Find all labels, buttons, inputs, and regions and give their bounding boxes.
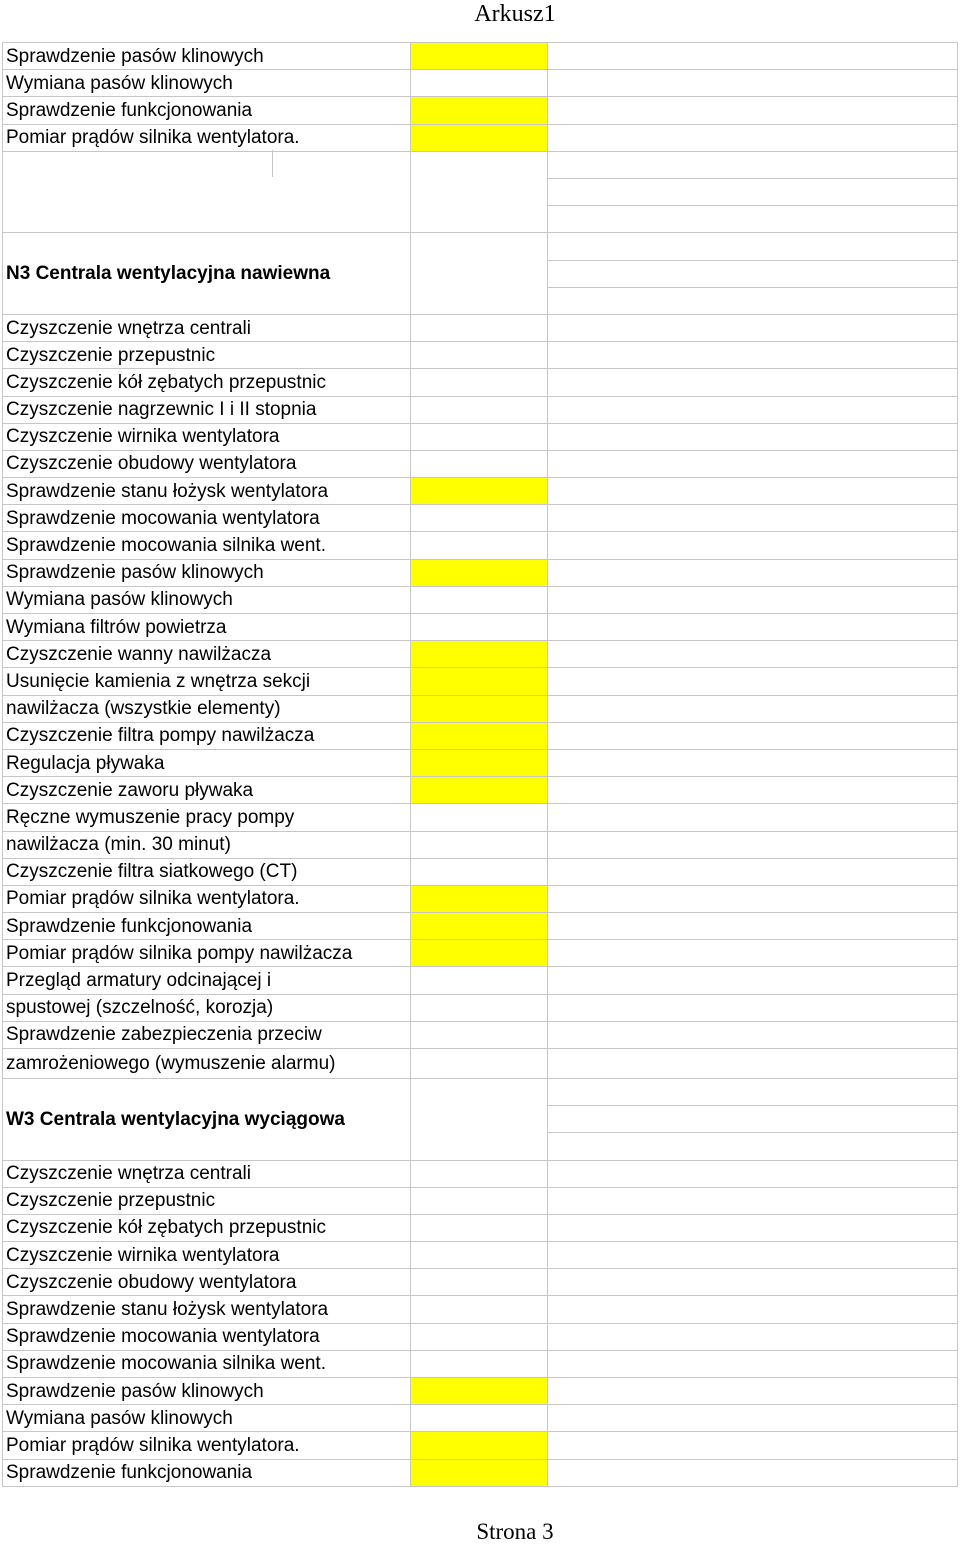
highlighted-cell[interactable] xyxy=(410,939,547,966)
table-row xyxy=(2,1187,958,1214)
empty-cell[interactable] xyxy=(410,151,547,233)
empty-cell[interactable] xyxy=(547,232,958,314)
empty-cell[interactable] xyxy=(547,966,958,993)
table-row xyxy=(2,1377,958,1404)
empty-cell[interactable] xyxy=(410,368,547,395)
task-cell[interactable]: Czyszczenie obudowy wentylatora xyxy=(2,1268,410,1295)
table-row xyxy=(2,504,958,531)
empty-cell[interactable] xyxy=(547,1404,958,1431)
empty-cell[interactable] xyxy=(410,1295,547,1322)
spreadsheet-grid xyxy=(2,42,958,1487)
empty-cell[interactable] xyxy=(547,341,958,368)
empty-cell[interactable] xyxy=(547,1431,958,1458)
empty-cell[interactable] xyxy=(547,939,958,966)
empty-cell[interactable] xyxy=(410,1404,547,1431)
table-row xyxy=(2,858,958,885)
task-cell[interactable] xyxy=(2,151,410,233)
empty-cell[interactable] xyxy=(547,559,958,586)
task-cell[interactable]: Sprawdzenie funkcjonowania xyxy=(2,96,410,123)
task-cell[interactable]: Sprawdzenie pasów klinowych xyxy=(2,1377,410,1404)
task-cell[interactable]: Czyszczenie przepustnic xyxy=(2,341,410,368)
empty-cell[interactable] xyxy=(410,531,547,558)
empty-cell[interactable] xyxy=(547,1078,958,1160)
empty-cell[interactable] xyxy=(547,885,958,912)
empty-cell[interactable] xyxy=(547,1459,958,1486)
empty-cell[interactable] xyxy=(547,640,958,667)
empty-cell[interactable] xyxy=(547,477,958,504)
task-cell[interactable]: Przegląd armatury odcinającej i xyxy=(2,966,410,993)
table-row xyxy=(2,1241,958,1268)
table-row xyxy=(2,776,958,803)
empty-cell[interactable] xyxy=(547,1295,958,1322)
task-cell[interactable]: Pomiar prądów silnika pompy nawilżacza xyxy=(2,939,410,966)
highlighted-cell[interactable] xyxy=(410,1459,547,1486)
empty-subcell[interactable] xyxy=(548,233,957,259)
empty-cell[interactable] xyxy=(410,1241,547,1268)
task-cell[interactable]: Sprawdzenie stanu łożysk wentylatora xyxy=(2,477,410,504)
table-row xyxy=(2,1078,958,1160)
task-cell[interactable]: nawilżacza (min. 30 minut) xyxy=(2,831,410,858)
empty-cell[interactable] xyxy=(410,803,547,830)
empty-cell[interactable] xyxy=(547,396,958,423)
highlighted-cell[interactable] xyxy=(410,477,547,504)
task-cell[interactable]: Czyszczenie wanny nawilżacza xyxy=(2,640,410,667)
empty-cell[interactable] xyxy=(547,1187,958,1214)
task-cell[interactable]: Czyszczenie obudowy wentylatora xyxy=(2,450,410,477)
highlighted-cell[interactable] xyxy=(410,1377,547,1404)
highlighted-cell[interactable] xyxy=(410,912,547,939)
task-cell[interactable]: Czyszczenie wnętrza centrali xyxy=(2,314,410,341)
empty-cell[interactable] xyxy=(547,450,958,477)
table-row xyxy=(2,1268,958,1295)
task-cell[interactable]: Sprawdzenie funkcjonowania xyxy=(2,912,410,939)
cell-divider xyxy=(272,150,273,177)
table-row xyxy=(2,96,958,123)
empty-cell[interactable] xyxy=(410,1350,547,1377)
empty-subcell[interactable] xyxy=(548,287,957,314)
empty-cell[interactable] xyxy=(410,1021,547,1048)
task-cell[interactable]: Czyszczenie filtra pompy nawilżacza xyxy=(2,722,410,749)
empty-cell[interactable] xyxy=(410,831,547,858)
table-row xyxy=(2,803,958,830)
task-cell[interactable]: Sprawdzenie mocowania silnika went. xyxy=(2,1350,410,1377)
table-row xyxy=(2,994,958,1021)
empty-cell[interactable] xyxy=(547,994,958,1021)
task-cell[interactable]: Czyszczenie wirnika wentylatora xyxy=(2,423,410,450)
task-cell[interactable]: Sprawdzenie zabezpieczenia przeciw xyxy=(2,1021,410,1048)
empty-cell[interactable] xyxy=(547,667,958,694)
empty-cell[interactable] xyxy=(547,1021,958,1048)
empty-cell[interactable] xyxy=(547,695,958,722)
task-cell[interactable]: Czyszczenie filtra siatkowego (CT) xyxy=(2,858,410,885)
task-cell[interactable]: Czyszczenie wirnika wentylatora xyxy=(2,1241,410,1268)
empty-subcell[interactable] xyxy=(548,1105,957,1132)
empty-cell[interactable] xyxy=(547,151,958,233)
empty-subcell[interactable] xyxy=(548,260,957,287)
task-cell[interactable]: Wymiana pasów klinowych xyxy=(2,586,410,613)
table-row xyxy=(2,722,958,749)
empty-subcell[interactable] xyxy=(548,1079,957,1105)
empty-cell[interactable] xyxy=(410,1078,547,1160)
empty-cell[interactable] xyxy=(547,531,958,558)
empty-cell[interactable] xyxy=(410,858,547,885)
empty-cell[interactable] xyxy=(410,586,547,613)
table-row xyxy=(2,450,958,477)
empty-cell[interactable] xyxy=(410,994,547,1021)
empty-cell[interactable] xyxy=(547,42,958,69)
task-cell[interactable]: Pomiar prądów silnika wentylatora. xyxy=(2,1431,410,1458)
empty-cell[interactable] xyxy=(547,1160,958,1187)
task-cell[interactable]: N3 Centrala wentylacyjna nawiewna xyxy=(2,232,410,314)
table-row xyxy=(2,531,958,558)
task-cell[interactable]: Sprawdzenie mocowania wentylatora xyxy=(2,504,410,531)
empty-cell[interactable] xyxy=(547,368,958,395)
task-cell[interactable]: spustowej (szczelność, korozja) xyxy=(2,994,410,1021)
task-cell[interactable]: Czyszczenie przepustnic xyxy=(2,1187,410,1214)
empty-subcell[interactable] xyxy=(548,205,957,232)
highlighted-cell[interactable] xyxy=(410,96,547,123)
empty-cell[interactable] xyxy=(410,396,547,423)
task-cell[interactable]: zamrożeniowego (wymuszenie alarmu) xyxy=(2,1048,410,1078)
table-row xyxy=(2,1214,958,1241)
sheet-title: Arkusz1 xyxy=(474,1,556,27)
empty-cell[interactable] xyxy=(547,1377,958,1404)
empty-cell[interactable] xyxy=(547,504,958,531)
task-cell[interactable]: nawilżacza (wszystkie elementy) xyxy=(2,695,410,722)
highlighted-cell[interactable] xyxy=(410,667,547,694)
empty-cell[interactable] xyxy=(410,1160,547,1187)
highlighted-cell[interactable] xyxy=(410,124,547,151)
task-cell[interactable]: Pomiar prądów silnika wentylatora. xyxy=(2,124,410,151)
task-cell[interactable]: Wymiana filtrów powietrza xyxy=(2,613,410,640)
empty-cell[interactable] xyxy=(547,803,958,830)
empty-cell[interactable] xyxy=(410,69,547,96)
empty-cell[interactable] xyxy=(410,613,547,640)
empty-cell[interactable] xyxy=(547,69,958,96)
table-row xyxy=(2,42,958,69)
empty-subcell[interactable] xyxy=(548,152,957,178)
page-number: Strona 3 xyxy=(476,1519,554,1544)
table-row xyxy=(2,1048,958,1078)
table-row xyxy=(2,831,958,858)
table-row xyxy=(2,966,958,993)
empty-cell[interactable] xyxy=(410,341,547,368)
table-row xyxy=(2,912,958,939)
empty-cell[interactable] xyxy=(547,96,958,123)
empty-cell[interactable] xyxy=(547,1048,958,1078)
task-cell[interactable]: Wymiana pasów klinowych xyxy=(2,69,410,96)
table-row xyxy=(2,1021,958,1048)
task-cell[interactable]: Sprawdzenie pasów klinowych xyxy=(2,42,410,69)
empty-cell[interactable] xyxy=(547,124,958,151)
table-row xyxy=(2,396,958,423)
task-cell[interactable]: W3 Centrala wentylacyjna wyciągowa xyxy=(2,1078,410,1160)
table-row xyxy=(2,749,958,776)
table-row xyxy=(2,124,958,151)
highlighted-cell[interactable] xyxy=(410,695,547,722)
empty-cell[interactable] xyxy=(547,1323,958,1350)
table-row xyxy=(2,341,958,368)
table-row xyxy=(2,885,958,912)
table-row xyxy=(2,368,958,395)
table-row xyxy=(2,314,958,341)
table-row xyxy=(2,1350,958,1377)
highlighted-cell[interactable] xyxy=(410,885,547,912)
empty-cell[interactable] xyxy=(547,586,958,613)
empty-cell[interactable] xyxy=(410,232,547,314)
highlighted-cell[interactable] xyxy=(410,776,547,803)
table-row xyxy=(2,695,958,722)
task-cell[interactable]: Sprawdzenie stanu łożysk wentylatora xyxy=(2,1295,410,1322)
highlighted-cell[interactable] xyxy=(410,559,547,586)
empty-cell[interactable] xyxy=(410,1214,547,1241)
table-row xyxy=(2,477,958,504)
table-row xyxy=(2,559,958,586)
empty-cell[interactable] xyxy=(410,423,547,450)
empty-subcell[interactable] xyxy=(548,1132,957,1159)
table-row xyxy=(2,69,958,96)
empty-cell[interactable] xyxy=(547,1268,958,1295)
table-row xyxy=(2,423,958,450)
empty-cell[interactable] xyxy=(410,1323,547,1350)
empty-cell[interactable] xyxy=(547,314,958,341)
table-row xyxy=(2,667,958,694)
empty-cell[interactable] xyxy=(547,749,958,776)
empty-cell[interactable] xyxy=(547,613,958,640)
task-cell[interactable]: Czyszczenie wnętrza centrali xyxy=(2,1160,410,1187)
task-cell[interactable]: Czyszczenie kół zębatych przepustnic xyxy=(2,368,410,395)
empty-cell[interactable] xyxy=(547,776,958,803)
grid-bottom-border xyxy=(2,1486,958,1487)
table-row xyxy=(2,640,958,667)
empty-cell[interactable] xyxy=(547,1214,958,1241)
task-cell[interactable]: Wymiana pasów klinowych xyxy=(2,1404,410,1431)
empty-cell[interactable] xyxy=(410,966,547,993)
highlighted-cell[interactable] xyxy=(410,1431,547,1458)
task-cell[interactable]: Regulacja pływaka xyxy=(2,749,410,776)
empty-cell[interactable] xyxy=(547,831,958,858)
table-row xyxy=(2,1404,958,1431)
table-row xyxy=(2,613,958,640)
empty-cell[interactable] xyxy=(410,1268,547,1295)
empty-cell[interactable] xyxy=(547,1350,958,1377)
highlighted-cell[interactable] xyxy=(410,42,547,69)
task-cell[interactable]: Usunięcie kamienia z wnętrza sekcji xyxy=(2,667,410,694)
table-row xyxy=(2,586,958,613)
highlighted-cell[interactable] xyxy=(410,722,547,749)
task-cell[interactable]: Czyszczenie kół zębatych przepustnic xyxy=(2,1214,410,1241)
highlighted-cell[interactable] xyxy=(410,749,547,776)
empty-cell[interactable] xyxy=(547,912,958,939)
table-row xyxy=(2,939,958,966)
task-cell[interactable]: Czyszczenie nagrzewnic I i II stopnia xyxy=(2,396,410,423)
highlighted-cell[interactable] xyxy=(410,640,547,667)
empty-cell[interactable] xyxy=(410,1048,547,1078)
empty-subcell[interactable] xyxy=(548,178,957,205)
task-cell[interactable]: Sprawdzenie mocowania silnika went. xyxy=(2,531,410,558)
empty-cell[interactable] xyxy=(410,1187,547,1214)
task-cell[interactable]: Sprawdzenie funkcjonowania xyxy=(2,1459,410,1486)
table-row xyxy=(2,1459,958,1486)
task-cell[interactable]: Ręczne wymuszenie pracy pompy xyxy=(2,803,410,830)
table-row xyxy=(2,1323,958,1350)
table-row xyxy=(2,151,958,233)
task-cell[interactable]: Czyszczenie zaworu pływaka xyxy=(2,776,410,803)
table-row xyxy=(2,1295,958,1322)
empty-cell[interactable] xyxy=(410,504,547,531)
table-row xyxy=(2,1431,958,1458)
table-row xyxy=(2,1160,958,1187)
empty-cell[interactable] xyxy=(410,450,547,477)
empty-cell[interactable] xyxy=(410,314,547,341)
task-cell[interactable]: Sprawdzenie mocowania wentylatora xyxy=(2,1323,410,1350)
empty-cell[interactable] xyxy=(547,423,958,450)
empty-cell[interactable] xyxy=(547,1241,958,1268)
table-row xyxy=(2,232,958,314)
task-cell[interactable]: Sprawdzenie pasów klinowych xyxy=(2,559,410,586)
empty-cell[interactable] xyxy=(547,722,958,749)
task-cell[interactable]: Pomiar prądów silnika wentylatora. xyxy=(2,885,410,912)
empty-cell[interactable] xyxy=(547,858,958,885)
